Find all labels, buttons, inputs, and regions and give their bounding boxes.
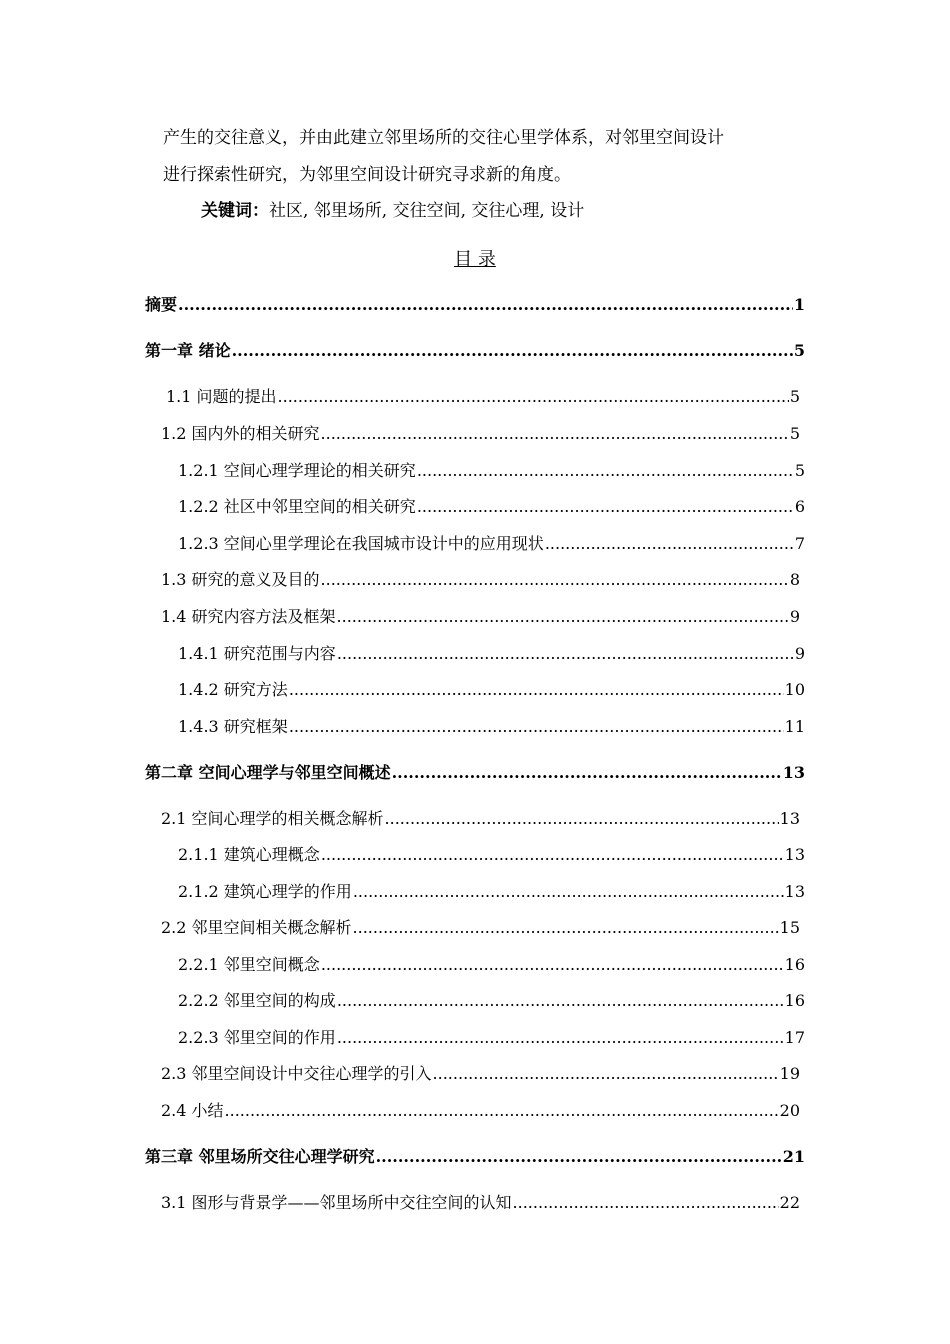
keywords-label: 关键词：	[201, 201, 269, 221]
toc-entry-title: 2.1.1 建筑心理概念	[178, 845, 320, 864]
toc-entry-2-2[interactable]	[161, 917, 800, 939]
toc-entry-page: 13	[784, 882, 805, 901]
toc-entry-page: 13	[779, 809, 800, 828]
toc-leader-dots	[433, 1063, 779, 1085]
toc-entry-1-4-2[interactable]	[178, 679, 805, 701]
toc-entry-page: 5	[789, 424, 800, 443]
toc-leader-dots	[513, 1192, 779, 1214]
toc-entry-title: 1.1 问题的提出	[166, 387, 277, 406]
toc-entry-2-4[interactable]	[161, 1100, 800, 1122]
toc-leader-dots	[385, 808, 779, 830]
toc-leader-dots	[289, 679, 784, 701]
toc-entry-page: 13	[784, 845, 805, 864]
keywords-text: 社区, 邻里场所, 交往空间, 交往心理, 设计	[269, 201, 585, 221]
toc-leader-dots	[321, 844, 784, 866]
toc-entry-title: 第二章 空间心理学与邻里空间概述	[145, 763, 391, 782]
toc-entry-page: 11	[784, 717, 805, 736]
toc-leader-dots	[321, 569, 789, 591]
toc-entry-1-4[interactable]	[161, 606, 800, 628]
toc-entry-page: 15	[779, 918, 800, 937]
toc-entry-page: 21	[782, 1147, 805, 1166]
toc-entry-title: 2.2.1 邻里空间概念	[178, 955, 320, 974]
toc-entry-chapter-1[interactable]	[145, 340, 805, 362]
toc-entry-page: 13	[782, 763, 805, 782]
toc-leader-dots	[337, 990, 784, 1012]
toc-entry-page: 6	[794, 497, 805, 516]
toc-entry-title: 3.1 图形与背景学——邻里场所中交往空间的认知	[161, 1193, 512, 1212]
toc-entry-page: 8	[789, 570, 800, 589]
toc-entry-1-2-3[interactable]	[178, 533, 805, 555]
toc-entry-page: 7	[794, 534, 805, 553]
toc-entry-1-4-3[interactable]	[178, 716, 805, 738]
toc-entry-title: 1.3 研究的意义及目的	[161, 570, 320, 589]
toc-entry-2-1[interactable]	[161, 808, 800, 830]
toc-entry-title: 1.4.2 研究方法	[178, 680, 288, 699]
toc-leader-dots	[321, 423, 789, 445]
toc-leader-dots	[353, 917, 779, 939]
toc-leader-dots	[353, 881, 784, 903]
toc-entry-abstract[interactable]	[145, 294, 805, 316]
toc-leader-dots	[289, 716, 784, 738]
toc-entry-chapter-2[interactable]	[145, 762, 805, 784]
toc-entry-page: 22	[779, 1193, 800, 1212]
abstract-line-1: 产生的交往意义，并由此建立邻里场所的交往心里学体系，对邻里空间设计	[163, 128, 724, 148]
keywords-line	[201, 199, 584, 223]
toc-leader-dots	[321, 954, 784, 976]
toc-entry-page: 10	[784, 680, 805, 699]
toc-entry-title: 1.4.1 研究范围与内容	[178, 644, 336, 663]
toc-entry-title: 2.1.2 建筑心理学的作用	[178, 882, 352, 901]
toc-leader-dots	[392, 762, 782, 784]
toc-entry-1-1[interactable]	[166, 386, 800, 408]
toc-entry-2-2-3[interactable]	[178, 1027, 805, 1049]
toc-entry-page: 5	[793, 341, 805, 360]
toc-leader-dots	[278, 386, 789, 408]
toc-entry-page: 19	[779, 1064, 800, 1083]
toc-title: 目 录	[454, 249, 496, 270]
toc-entry-page: 16	[784, 955, 805, 974]
toc-entry-page: 9	[789, 607, 800, 626]
toc-entry-3-1[interactable]	[161, 1192, 800, 1214]
toc-leader-dots	[337, 606, 789, 628]
toc-entry-title: 2.2.3 邻里空间的作用	[178, 1028, 336, 1047]
toc-entry-page: 5	[794, 461, 805, 480]
toc-leader-dots	[417, 496, 794, 518]
toc-entry-page: 16	[784, 991, 805, 1010]
toc-entry-2-1-2[interactable]	[178, 881, 805, 903]
toc-entry-2-3[interactable]	[161, 1063, 800, 1085]
toc-entry-title: 第一章 绪论	[145, 341, 231, 360]
toc-entry-2-2-2[interactable]	[178, 990, 805, 1012]
toc-leader-dots	[232, 340, 793, 362]
toc-leader-dots	[545, 533, 794, 555]
toc-entry-2-2-1[interactable]	[178, 954, 805, 976]
toc-entry-title: 2.2 邻里空间相关概念解析	[161, 918, 352, 937]
toc-entry-page: 5	[789, 387, 800, 406]
toc-entry-title: 2.3 邻里空间设计中交往心理学的引入	[161, 1064, 432, 1083]
toc-entry-page: 1	[793, 295, 805, 314]
toc-entry-title: 第三章 邻里场所交往心理学研究	[145, 1147, 375, 1166]
toc-leader-dots	[225, 1100, 779, 1122]
toc-entry-title: 摘要	[145, 295, 178, 314]
toc-entry-title: 2.1 空间心理学的相关概念解析	[161, 809, 384, 828]
toc-leader-dots	[376, 1146, 782, 1168]
toc-entry-1-4-1[interactable]	[178, 643, 805, 665]
toc-entry-title: 1.2.1 空间心理学理论的相关研究	[178, 461, 416, 480]
toc-entry-title: 1.2.2 社区中邻里空间的相关研究	[178, 497, 416, 516]
toc-entry-title: 1.4.3 研究框架	[178, 717, 288, 736]
abstract-line-2: 进行探索性研究，为邻里空间设计研究寻求新的角度。	[163, 165, 571, 185]
toc-entry-title: 2.4 小结	[161, 1101, 224, 1120]
toc-leader-dots	[178, 294, 793, 316]
toc-entry-1-3[interactable]	[161, 569, 800, 591]
toc-entry-page: 20	[779, 1101, 800, 1120]
toc-entry-1-2[interactable]	[161, 423, 800, 445]
toc-entry-title: 2.2.2 邻里空间的构成	[178, 991, 336, 1010]
toc-entry-title: 1.2.3 空间心里学理论在我国城市设计中的应用现状	[178, 534, 544, 553]
toc-entry-title: 1.2 国内外的相关研究	[161, 424, 320, 443]
toc-entry-chapter-3[interactable]	[145, 1146, 805, 1168]
toc-leader-dots	[337, 643, 794, 665]
toc-leader-dots	[417, 460, 794, 482]
toc-entry-1-2-1[interactable]	[178, 460, 805, 482]
toc-entry-1-2-2[interactable]	[178, 496, 805, 518]
toc-leader-dots	[337, 1027, 784, 1049]
toc-entry-page: 9	[794, 644, 805, 663]
toc-entry-page: 17	[784, 1028, 805, 1047]
toc-entry-title: 1.4 研究内容方法及框架	[161, 607, 336, 626]
toc-entry-2-1-1[interactable]	[178, 844, 805, 866]
